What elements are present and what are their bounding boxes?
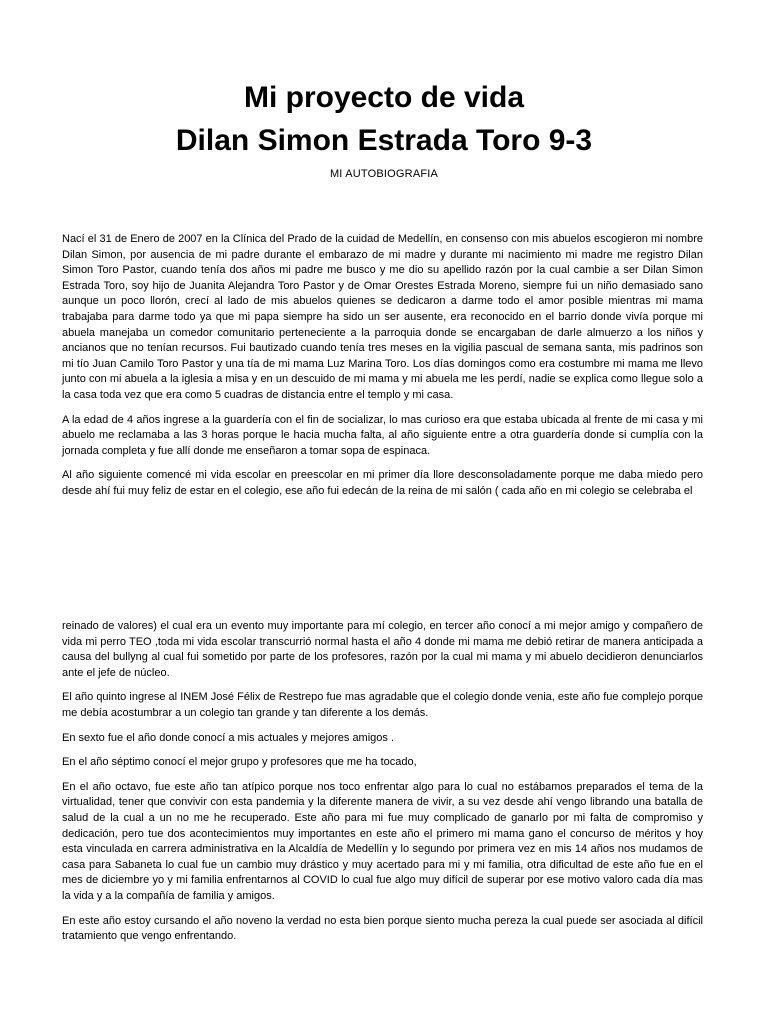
paragraph-seventh-year: En el año séptimo conocí el mejor grupo y profesores que me ha tocado, bbox=[62, 756, 417, 769]
paragraph-fifth-year: El año quinto ingrese al INEM José Félix de Restrepo fue mas agradable que el colegio donde venia, este año fue complejo porque me debía acostumbrar a un colegio tan grande y tan diferente a los demás. bbox=[62, 691, 703, 719]
paragraph-ninth-year: En este año estoy cursando el año noveno la verdad no esta bien porque siento mucha pereza la cual puede ser asociada al difícil tratamiento que vengo enfrentando. bbox=[62, 914, 703, 943]
paragraph-values: reinado de valores) el cual era un evento muy importante para mí colegio, en tercer año conocí a mi mejor amigo y compañero de vida mi perro TEO ,toda mi vida escolar transcurrió normal hasta el año 4 donde mi mama me debió retirar de manera anticipada a causa del bullyng al cual fui sometido por parte de los profesores, razón por la cual mi mama y mi abuelo decidieron denunciarlos ante el jefe de núcleo. bbox=[62, 620, 703, 679]
paragraph-preschool: Al año siguiente comencé mi vida escolar en preescolar en mi primer día llore desconsoladamente porque me daba miedo pero desde ahí fui muy feliz de estar en el colegio, ese año fui edecán de la reina de mi salón ( cada año en mi colegio se celebraba el bbox=[62, 469, 703, 497]
paragraph-daycare: A la edad de 4 años ingrese a la guardería con el fin de socializar, lo mas curioso era que estaba ubicada al frente de mi casa y mi abuelo me reclamaba a las 3 horas porque le hacia mucha falta, al año siguiente entre a otra guardería donde si cumplía con la jornada completa y fue allí donde me enseñaron a tomar sopa de espinaca. bbox=[62, 413, 703, 457]
text-block-bottom bbox=[62, 619, 703, 954]
paragraph-eighth-year: En el año octavo, fue este año tan atípico porque nos toco enfrentar algo para lo cual no estábamos preparados el tema de la virtualidad, tener que convivir con esta pandemia y la diferente manera de vivir, a su vez desde ahí vengo librando una batalla de salud de la cual a un no me he recuperado. Este año para mi fue muy complicado de ganarlo por mi falta de compromiso y dedicación, pero tue dos acontecimientos muy importantes en este año el primero mi mama gano el concurso de méritos y hoy esta vinculada en carrera administrativa en la Alcaldía de Medellín y lo segundo por primera vez en mis 14 años nos mudamos de casa para Sabaneta lo cual fue un cambio muy drástico y muy acertado para mi y mi familia, otra dificultad de este año fue en el mes de diciembre yo y mi familia enfrentarnos al COVID lo cual fue algo muy difícil de superar por ese motivo valoro cada día mas la vida y a la compañía de familia y amigos. bbox=[62, 780, 703, 902]
document-subtitle: MI AUTOBIOGRAFIA bbox=[329, 168, 439, 180]
author-title: Dilan Simon Estrada Toro 9-3 bbox=[175, 124, 593, 157]
document-title: Mi proyecto de vida bbox=[243, 81, 525, 114]
paragraph-sixth-year: En sexto fue el año donde conocí a mis actuales y mejores amigos . bbox=[62, 731, 395, 744]
paragraph-birth: Nací el 31 de Enero de 2007 en la Clínica del Prado de la cuidad de Medellín, en consenso con mis abuelos escogieron mi nombre Dilan Simon, por ausencia de mi padre durante el embarazo de mi madre y durante mi nacimiento mi madre me registro Dilan Simon Toro Pastor, cuando tenía dos años mi padre me busco y me dio su apellido razón por la cual cambie a ser Dilan Simon Estrada Toro, soy hijo de Juanita Alejandra Toro Pastor y de Omar Orestes Estrada Moreno, siempre fui un niño demasiado sano aunque un poco llorón, crecí al lado de mis abuelos quienes se dedicaron a darme todo el amor posible mientras mi mama trabajaba para darme todo ya que mi papa siempre ha sido un ser ausente, era reconocido en el barrio donde vivía porque mi abuela manejaba un comedor comunitario perteneciente a la parroquia donde se encargaban de darle almuerzo a los niños y ancianos que no tenían recursos. Fui bautizado cuando tenía tres meses en la vigilia pascual de semana santa, mis padrinos son mi tío Juan Camilo Toro Pastor y una tía de mi mama Luz Marina Toro. Los días domingos como era costumbre mi mama me llevo junto con mi abuela a la iglesia a misa y en un descuido de mi mama y mi abuela me les perdí, nadie se explica como llegue solo a la casa toda vez que era como 5 cuadras de distancia entre el templo y mi casa. bbox=[62, 233, 703, 401]
text-block-top bbox=[62, 232, 703, 509]
